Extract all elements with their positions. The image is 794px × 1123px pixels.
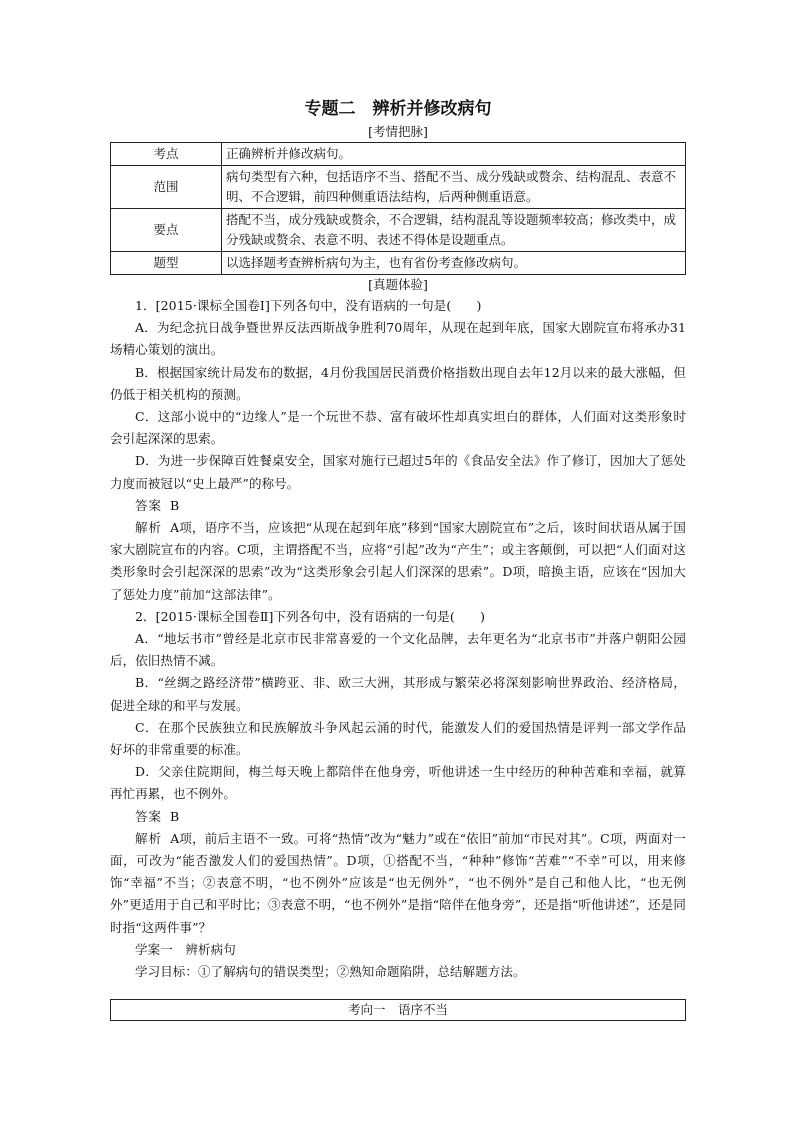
study-goal: 学习目标：①了解病句的错误类型；②熟知命题陷阱，总结解题方法。 — [135, 964, 526, 980]
section-label-overview: [考情把脉] — [368, 124, 428, 139]
topic-box: 考向一 语序不当 — [110, 999, 686, 1021]
option-d: D．父亲住院期间，梅兰每天晚上都陪伴在他身旁，听他讲述一生中经历的种种苦难和幸福，就算再忙再累，也不例外。 — [110, 764, 686, 802]
page-title: 专题二 辨析并修改病句 — [304, 99, 492, 119]
option-c: C．在那个民族独立和民族解放斗争风起云涌的时代，能激发人们的爱国热情是评判一部文学作品好坏的非常重要的标准。 — [110, 719, 686, 758]
table-row — [111, 209, 686, 252]
study-case-heading: 学案一 辨析病句 — [135, 941, 236, 957]
question-1 — [110, 295, 686, 606]
answer-label: 答案 — [135, 808, 163, 824]
option-d: D．为进一步保障百姓餐桌安全，国家对施行已超过5年的《食品安全法》作了修订，因加大了惩处力度而被冠以“史上最严”的称号。 — [110, 453, 686, 491]
analysis-line — [110, 517, 686, 606]
overview-table — [110, 142, 686, 275]
answer-line — [110, 806, 686, 828]
option-b: B．“丝绸之路经济带”横跨亚、非、欧三大洲，其形成与繁荣必将深刻影响世界政治、经济格局，促进全球的和平与发展。 — [110, 675, 686, 713]
answer-label: 答案 — [135, 497, 163, 513]
table-key: 范围 — [111, 166, 222, 209]
analysis-text: A项，语序不当，应该把“从现在起到年底”移到“国家大剧院宣布”之后，该时间状语从属于国家大剧院宣布的内容。C项，主谓搭配不当，应将“引起”改为“产生”；或主客颠倒，可以把“人们面对这类形象时会引起深深的思索”改为“这类形象会引起人们深深的思索”。D项，暗换主语，应该在“因加大了惩处力度”前加“这部法律”。 — [110, 520, 686, 602]
option-a: A．为纪念抗日战争暨世界反法西斯战争胜利70周年，从现在起到年底，国家大剧院宣布将承办31场精心策划的演出。 — [110, 320, 686, 358]
option-a: A．“地坛书市”曾经是北京市民非常喜爱的一个文化品牌，去年更名为“北京书市”并落户朝阳公园后，依旧热情不减。 — [110, 631, 686, 669]
analysis-label: 解析 — [135, 830, 163, 846]
answer-line — [110, 495, 686, 517]
document-page — [110, 96, 686, 1021]
table-row — [111, 143, 686, 166]
table-key: 题型 — [111, 252, 222, 275]
option-b: B．根据国家统计局发布的数据，4月份我国居民消费价格指数出现自去年12月以来的最大涨幅，但仍低于相关机构的预测。 — [110, 364, 686, 402]
table-value: 病句类型有六种，包括语序不当、搭配不当、成分残缺或赘余、结构混乱、表意不明、不合逻辑，前四种侧重语法结构，后两种侧重语意。 — [222, 166, 686, 209]
question-stem: 2．[2015·课标全国卷Ⅱ]下列各句中，没有语病的一句是( ) — [135, 608, 486, 624]
analysis-label: 解析 — [135, 520, 163, 536]
analysis-text: A项，前后主语不一致。可将“热情”改为“魅力”或在“依旧”前加“市民对其”。C项，两面对一面，可改为“能否激发人们的爱国热情”。D项，①搭配不当，“种种”修饰“苦难”“不幸”可以，用来修饰“幸福”不当；②表意不明，“也不例外”应该是“也无例外”，“也不例外”是自己和他人比，“也无例外”更适用于自己和平时比；③表意不明，“也不例外”是指“陪伴在他身旁”，还是指“听他讲述”，还是同时指“这两件事”？ — [110, 830, 686, 935]
table-key: 要点 — [111, 209, 222, 252]
table-value: 正确辨析并修改病句。 — [222, 143, 686, 166]
answer-value: B — [170, 497, 180, 513]
question-2 — [110, 606, 686, 939]
table-value: 搭配不当，成分残缺或赘余，不合逻辑，结构混乱等设题频率较高；修改类中，成分残缺或赘余、表意不明、表述不得体是设题重点。 — [222, 209, 686, 252]
table-key: 考点 — [111, 143, 222, 166]
table-row — [111, 166, 686, 209]
analysis-line — [110, 828, 686, 939]
section-label-exam: [真题体验] — [368, 277, 428, 292]
table-value: 以选择题考查辨析病句为主，也有省份考查修改病句。 — [222, 252, 686, 275]
option-c: C．这部小说中的“边缘人”是一个玩世不恭、富有破坏性却真实坦白的群体，人们面对这类形象时会引起深深的思索。 — [110, 409, 686, 447]
question-stem: 1．[2015·课标全国卷Ⅰ]下列各句中，没有语病的一句是( ) — [135, 298, 482, 313]
answer-value: B — [170, 808, 180, 824]
table-row — [111, 252, 686, 275]
